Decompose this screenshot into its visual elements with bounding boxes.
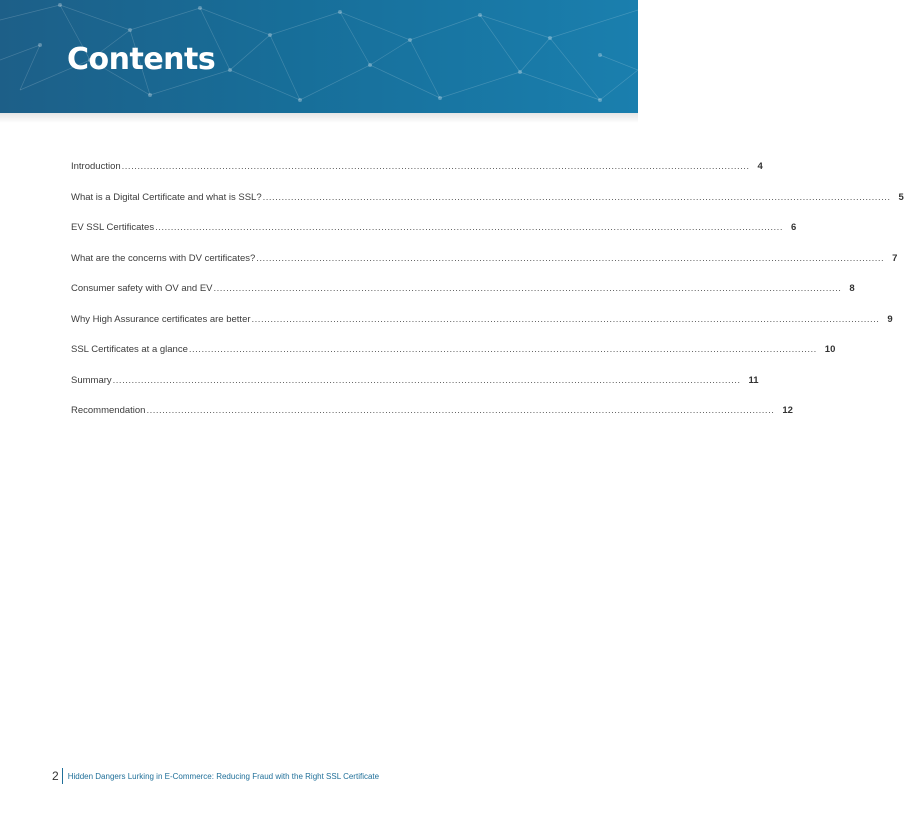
toc-entry-title: Summary [71, 374, 112, 386]
toc-entry-title: What are the concerns with DV certificates? [71, 252, 256, 264]
toc-leader-dots: ........................................................................................................................................................................................................ [262, 191, 891, 203]
header-banner [0, 0, 638, 113]
toc-entry-consumer-safety[interactable] [71, 283, 855, 314]
toc-entry-digital-certificate[interactable] [71, 191, 904, 223]
toc-entry-recommendation[interactable] [71, 405, 793, 436]
toc-entry-ev-ssl[interactable] [71, 222, 797, 253]
toc-entry-page: 9 [887, 313, 893, 325]
page-title: Contents [67, 42, 216, 77]
toc-entry-title: Why High Assurance certificates are better [71, 313, 251, 325]
footer-document-title: Hidden Dangers Lurking in E-Commerce: Reducing Fraud with the Right SSL Certificate [67, 771, 380, 781]
toc-entry-title: Consumer safety with OV and EV [71, 283, 213, 294]
toc-entry-title: Introduction [71, 161, 121, 172]
toc-leader-dots: ........................................................................................................................................................................................................ [155, 222, 783, 233]
toc-leader-dots: ........................................................................................................................................................................................................ [256, 252, 885, 264]
toc-leader-dots: ........................................................................................................................................................................................................ [213, 283, 842, 294]
toc-entry-page: 5 [898, 191, 904, 203]
toc-entry-high-assurance[interactable] [71, 313, 893, 345]
toc-entry-page: 12 [782, 405, 793, 416]
toc-entry-introduction[interactable] [71, 161, 763, 192]
toc-entry-title: EV SSL Certificates [71, 222, 155, 233]
footer-page-number: 2 [52, 769, 59, 783]
toc-leader-dots: ........................................................................................................................................................................................................ [112, 374, 741, 386]
footer-divider [62, 768, 63, 784]
page-footer [52, 768, 379, 784]
toc-leader-dots: ........................................................................................................................................................................................................ [146, 405, 775, 416]
toc-entry-title: SSL Certificates at a glance [71, 344, 188, 355]
toc-entry-page: 11 [748, 374, 759, 386]
toc-entry-ssl-glance[interactable] [71, 344, 836, 375]
table-of-contents [71, 161, 904, 436]
toc-entry-dv-concerns[interactable] [71, 252, 898, 284]
toc-leader-dots: ........................................................................................................................................................................................................ [188, 344, 817, 355]
toc-entry-summary[interactable] [71, 374, 759, 406]
toc-entry-title: Recommendation [71, 405, 146, 416]
toc-entry-page: 6 [790, 222, 797, 233]
toc-leader-dots: ........................................................................................................................................................................................................ [251, 313, 880, 325]
toc-entry-page: 7 [892, 252, 898, 264]
banner-shadow [0, 113, 638, 123]
toc-entry-title: What is a Digital Certificate and what is SSL? [71, 191, 262, 203]
toc-entry-page: 4 [757, 161, 763, 172]
toc-leader-dots: ........................................................................................................................................................................................................ [121, 161, 750, 172]
toc-entry-page: 10 [824, 344, 836, 355]
toc-entry-page: 8 [849, 283, 855, 294]
